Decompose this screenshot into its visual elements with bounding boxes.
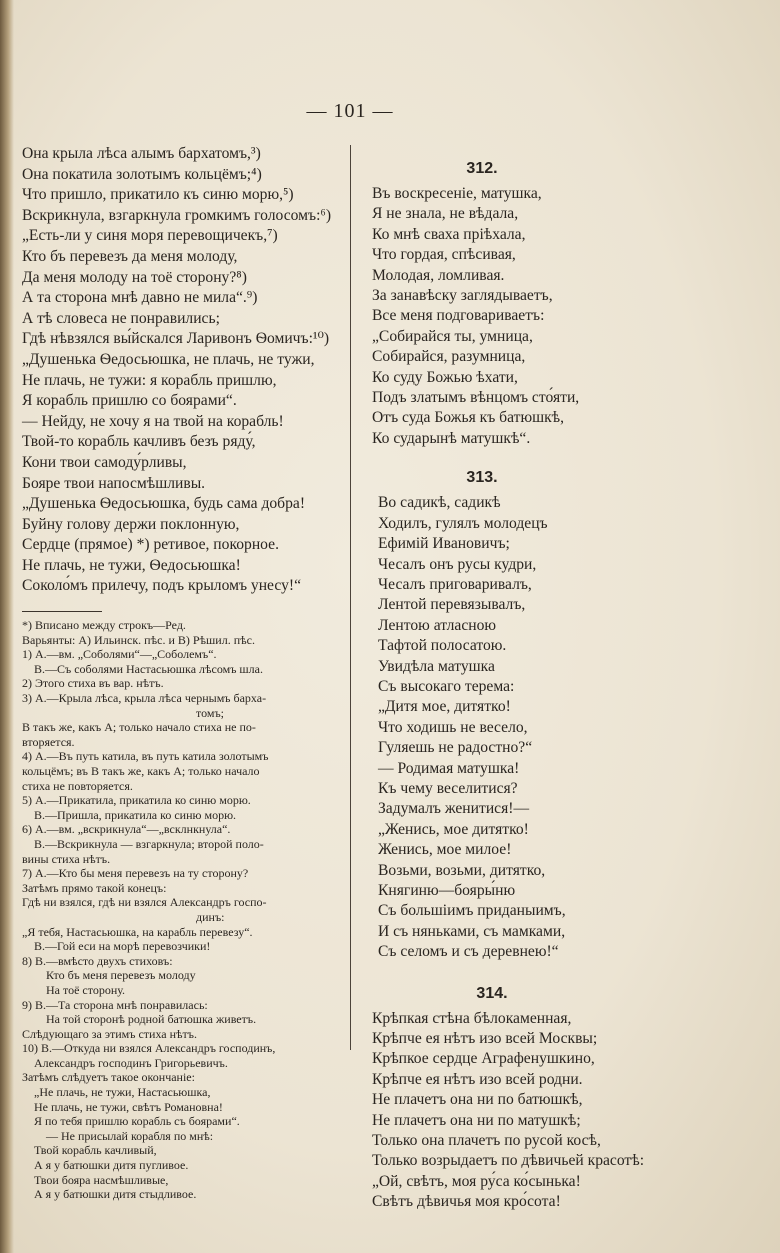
song-lines xyxy=(372,493,672,962)
verse-line: Что пришло, прикатило къ синю морю,⁵) xyxy=(22,186,294,204)
left-column xyxy=(22,144,348,1202)
verse-line: Кони твои самоду́рливы, xyxy=(22,453,187,471)
verse-line: „Душенька Ѳедосьюшка, будь сама добра! xyxy=(22,495,306,513)
verse-line: Тафтой полосатою. xyxy=(378,637,507,655)
song-number: 312. xyxy=(466,160,498,177)
footnote-line: томъ; xyxy=(22,705,224,720)
verse-line: Молодая, ломливая. xyxy=(372,266,505,284)
footnote-line: 7) А.—Кто бы меня перевезъ на ту сторону? xyxy=(22,866,249,881)
footnote-line: А я у батюшки дитя стыдливое. xyxy=(22,1187,197,1202)
verse-line: Лентой перевязывалъ, xyxy=(378,596,526,614)
footnote-line: 6) А.—вм. „вскрикнула“—„всклнкнула“. xyxy=(22,822,231,837)
verse-line: Крѣпче ея нѣтъ изо всей Москвы; xyxy=(372,1030,598,1048)
footnote-line: 4) А.—Въ путь катила, въ путь катила золотымъ xyxy=(22,749,269,764)
footnote-line: На той сторонѣ родной батюшка живетъ. xyxy=(22,1012,257,1027)
footnote-line: — Не присылай корабля по мнѣ: xyxy=(22,1128,214,1143)
footnote-line: 3) А.—Крыла лѣса, крыла лѣса чернымъ барха- xyxy=(22,691,267,706)
footnote-line: В.—Съ соболями Настасьюшка лѣсомъ шла. xyxy=(22,661,263,676)
footnote-line: 10) В.—Откуда ни взялся Александръ господинъ, xyxy=(22,1041,276,1056)
footnote-line: Не плачь, не тужи, свѣтъ Романовна! xyxy=(22,1099,223,1114)
verse-line: Ко суду Божью ѣхати, xyxy=(372,368,518,386)
verse-line: Не плачетъ она ни по батюшкѣ, xyxy=(372,1091,583,1109)
verse-line: Все меня подговариваетъ: xyxy=(372,307,545,325)
verse-line: Сердце (прямое) *) ретивое, покорное. xyxy=(22,536,279,554)
verse-line: Съ селомъ и съ деревнею!“ xyxy=(378,943,559,961)
verse-line: „Собирайся ты, умница, xyxy=(372,327,533,345)
verse-line: Ходилъ, гулялъ молодецъ xyxy=(378,514,548,532)
verse-line: „Душенька Ѳедосьюшка, не плачь, не тужи, xyxy=(22,350,315,368)
footnote-line: *) Вписано между строкъ—Ред. xyxy=(22,618,186,633)
verse-line: Не плачь, не тужи: я корабль пришлю, xyxy=(22,371,277,389)
verse-line: Только она плачетъ по русой косѣ, xyxy=(372,1132,601,1150)
song-number: 314. xyxy=(476,984,508,1002)
footnote-line: В такъ же, какъ А; только начало стиха не по- xyxy=(22,720,256,735)
verse-line: Я корабль пришлю со боярами“. xyxy=(22,392,237,410)
verse-line: Она крыла лѣса алымъ бархатомъ,³) xyxy=(22,145,261,162)
footnote-line: Слѣдующаго за этимъ стиха нѣтъ. xyxy=(22,1026,197,1041)
footnote-line: „Не плачь, не тужи, Настасьюшка, xyxy=(22,1085,211,1100)
song-313 xyxy=(372,469,672,962)
footnotes xyxy=(22,618,348,1202)
verse-line: Княгиню—бояры́ню xyxy=(378,882,516,899)
verse-line: Я не знала, не вѣдала, xyxy=(372,205,519,223)
footnote-line: 9) В.—Та сторона мнѣ понравилась: xyxy=(22,997,208,1012)
verse-line: Лентою атласною xyxy=(378,616,497,634)
verse-line: Съ высокаго терема: xyxy=(378,677,515,695)
verse-line: Что гордая, спѣсивая, xyxy=(372,246,516,264)
verse-line: Во садикѣ, садикѣ xyxy=(378,494,501,512)
footnote-line: Варьянты: А) Ильинск. пѣс. и В) Рѣшил. пѣс. xyxy=(22,632,255,647)
right-column xyxy=(372,160,672,1213)
column-divider xyxy=(350,145,351,1050)
footnote-line: 5) А.—Прикатила, прикатила ко синю морю. xyxy=(22,793,251,808)
verse-line: Собирайся, разумница, xyxy=(372,348,526,366)
footnote-line: Гдѣ ни взялся, гдѣ ни взялся Александръ госпо- xyxy=(22,895,267,910)
footnote-line: 2) Этого стиха въ вар. нѣтъ. xyxy=(22,676,164,691)
verse-line: За занавѣску заглядываетъ, xyxy=(372,287,553,305)
verse-line: Не плачь, не тужи, Ѳедосьюшка! xyxy=(22,556,241,574)
verse-line: Кто бъ перевезъ да меня молоду, xyxy=(22,247,238,265)
verse-line: Крѣпче ея нѣтъ изо всей родни. xyxy=(372,1070,583,1088)
verse-line: „Есть-ли у синя моря перевощичекъ,⁷) xyxy=(22,227,278,245)
song-lines xyxy=(372,184,672,449)
footnote-line: А я у батюшки дитя пугливое. xyxy=(22,1158,189,1173)
footnote-line: 8) В.—вмѣсто двухъ стиховъ: xyxy=(22,953,173,968)
page-binding-shadow xyxy=(0,0,14,1253)
footnote-line: динъ: xyxy=(22,909,225,924)
footnote-line: Я по тебя пришлю корабль съ боярами“. xyxy=(22,1114,240,1129)
footnote-line: стиха не повторяется. xyxy=(22,778,133,793)
footnote-line: вторяется. xyxy=(22,734,75,749)
verse-line: „Женись, мое дитятко! xyxy=(378,820,529,838)
footnote-line: В.—Пришла, прикатила ко синю морю. xyxy=(22,807,237,822)
verse-line: Гдѣ нѣвзялся вы́йскался Ларивонъ Ѳомичъ:¹⁰) xyxy=(22,330,330,348)
footnote-line: кольцёмъ; въ В такъ же, какъ А; только начало xyxy=(22,764,260,778)
verse-line: Увидѣла матушка xyxy=(378,657,495,675)
footnote-line: Твой корабль качливый, xyxy=(22,1143,157,1158)
verse-line: Съ большіимъ приданыимъ, xyxy=(378,902,566,920)
verse-line: Не плачетъ она ни по матушкѣ; xyxy=(372,1111,581,1129)
verse-line: Соколо́мъ прилечу, подъ крыломъ унесу!“ xyxy=(22,577,301,595)
verse-line: Къ чему веселитися? xyxy=(378,779,518,797)
verse-line: — Родимая матушка! xyxy=(378,759,520,777)
song-lines xyxy=(372,1009,672,1213)
song-number: 313. xyxy=(466,469,498,487)
verse-line: Чесалъ приговаривалъ, xyxy=(378,575,532,593)
footnote-line: Затѣмъ прямо такой конецъ: xyxy=(22,880,167,895)
footnote-line: На тоё сторону. xyxy=(22,982,126,997)
verse-line: Только возрыдаетъ по дѣвичьей красотѣ: xyxy=(372,1152,645,1170)
verse-line: Ко мнѣ сваха пріѣхала, xyxy=(372,225,526,243)
footnote-line: „Я тебя, Настасьюшка, на карабль перевезу“. xyxy=(22,924,253,939)
page-number: — 101 — xyxy=(306,100,394,122)
poem-continuation xyxy=(22,144,348,597)
verse-line: Чесалъ онъ русы кудри, xyxy=(378,555,537,573)
verse-line: Буйну голову держи поклонную, xyxy=(22,515,240,533)
footnote-line: Затѣмъ слѣдуетъ такое окончаніе: xyxy=(22,1070,195,1085)
verse-line: А та сторона мнѣ давно не мила“.⁹) xyxy=(22,289,258,307)
verse-line: „Дитя мое, дитятко! xyxy=(378,698,511,716)
footnote-line: Кто бъ меня перевезъ молоду xyxy=(22,968,196,983)
verse-line: Да меня молоду на тоё сторону?⁸) xyxy=(22,268,247,286)
verse-line: Въ воскресеніе, матушка, xyxy=(372,185,542,202)
verse-line: Возьми, возьми, дитятко, xyxy=(378,861,546,879)
verse-line: — Нейду, не хочу я на твой на корабль! xyxy=(22,412,284,430)
verse-line: Задумалъ женитися!— xyxy=(378,800,530,818)
verse-line: И съ няньками, съ мамками, xyxy=(378,922,566,940)
verse-line: Твой-то корабль качливъ безъ ряду́, xyxy=(22,433,256,451)
footnote-line: Александръ господинъ Григорьевичъ. xyxy=(22,1055,228,1070)
verse-line: Свѣтъ дѣвичья моя кро́сота! xyxy=(372,1193,561,1211)
footnote-line: Твои бояра насмѣшливые, xyxy=(22,1172,169,1187)
verse-line: „Ой, свѣтъ, моя ру́са ко́сынька! xyxy=(372,1172,581,1190)
verse-line: Вскрикнула, взгаркнула громкимъ голосомъ:⁶) xyxy=(22,206,332,224)
footnote-line: В.—Гой еси на морѣ перевозчики! xyxy=(22,939,211,954)
verse-line: Крѣпкая стѣна бѣлокаменная, xyxy=(372,1009,572,1027)
verse-line: Женись, мое милое! xyxy=(378,841,512,859)
verse-line: А тѣ словеса не понравились; xyxy=(22,309,220,327)
song-314 xyxy=(372,985,672,1213)
verse-line: Отъ суда Божья къ батюшкѣ, xyxy=(372,409,565,427)
verse-line: Подъ златымъ вѣнцомъ сто́яти, xyxy=(372,389,580,407)
verse-line: Ко сударынѣ матушкѣ“. xyxy=(372,429,531,447)
verse-line: Крѣпкое сердце Аграфенушкино, xyxy=(372,1050,595,1068)
song-312 xyxy=(372,160,672,449)
verse-line: Что ходишь не весело, xyxy=(378,718,528,736)
verse-line: Бояре твои напосмѣшливы. xyxy=(22,474,206,492)
verse-line: Она покатила золотымъ кольцёмъ;⁴) xyxy=(22,165,262,183)
footnote-line: 1) А.—вм. „Соболями“—„Соболемъ“. xyxy=(22,647,217,662)
footnote-line: вины стиха нѣтъ. xyxy=(22,851,111,866)
verse-line: Гуляешь не радостно?“ xyxy=(378,739,533,757)
footnote-line: В.—Вскрикнула — взгаркнула; второй поло- xyxy=(22,836,264,851)
verse-line: Ефимій Ивановичъ; xyxy=(378,535,510,553)
footnote-separator xyxy=(22,611,102,612)
